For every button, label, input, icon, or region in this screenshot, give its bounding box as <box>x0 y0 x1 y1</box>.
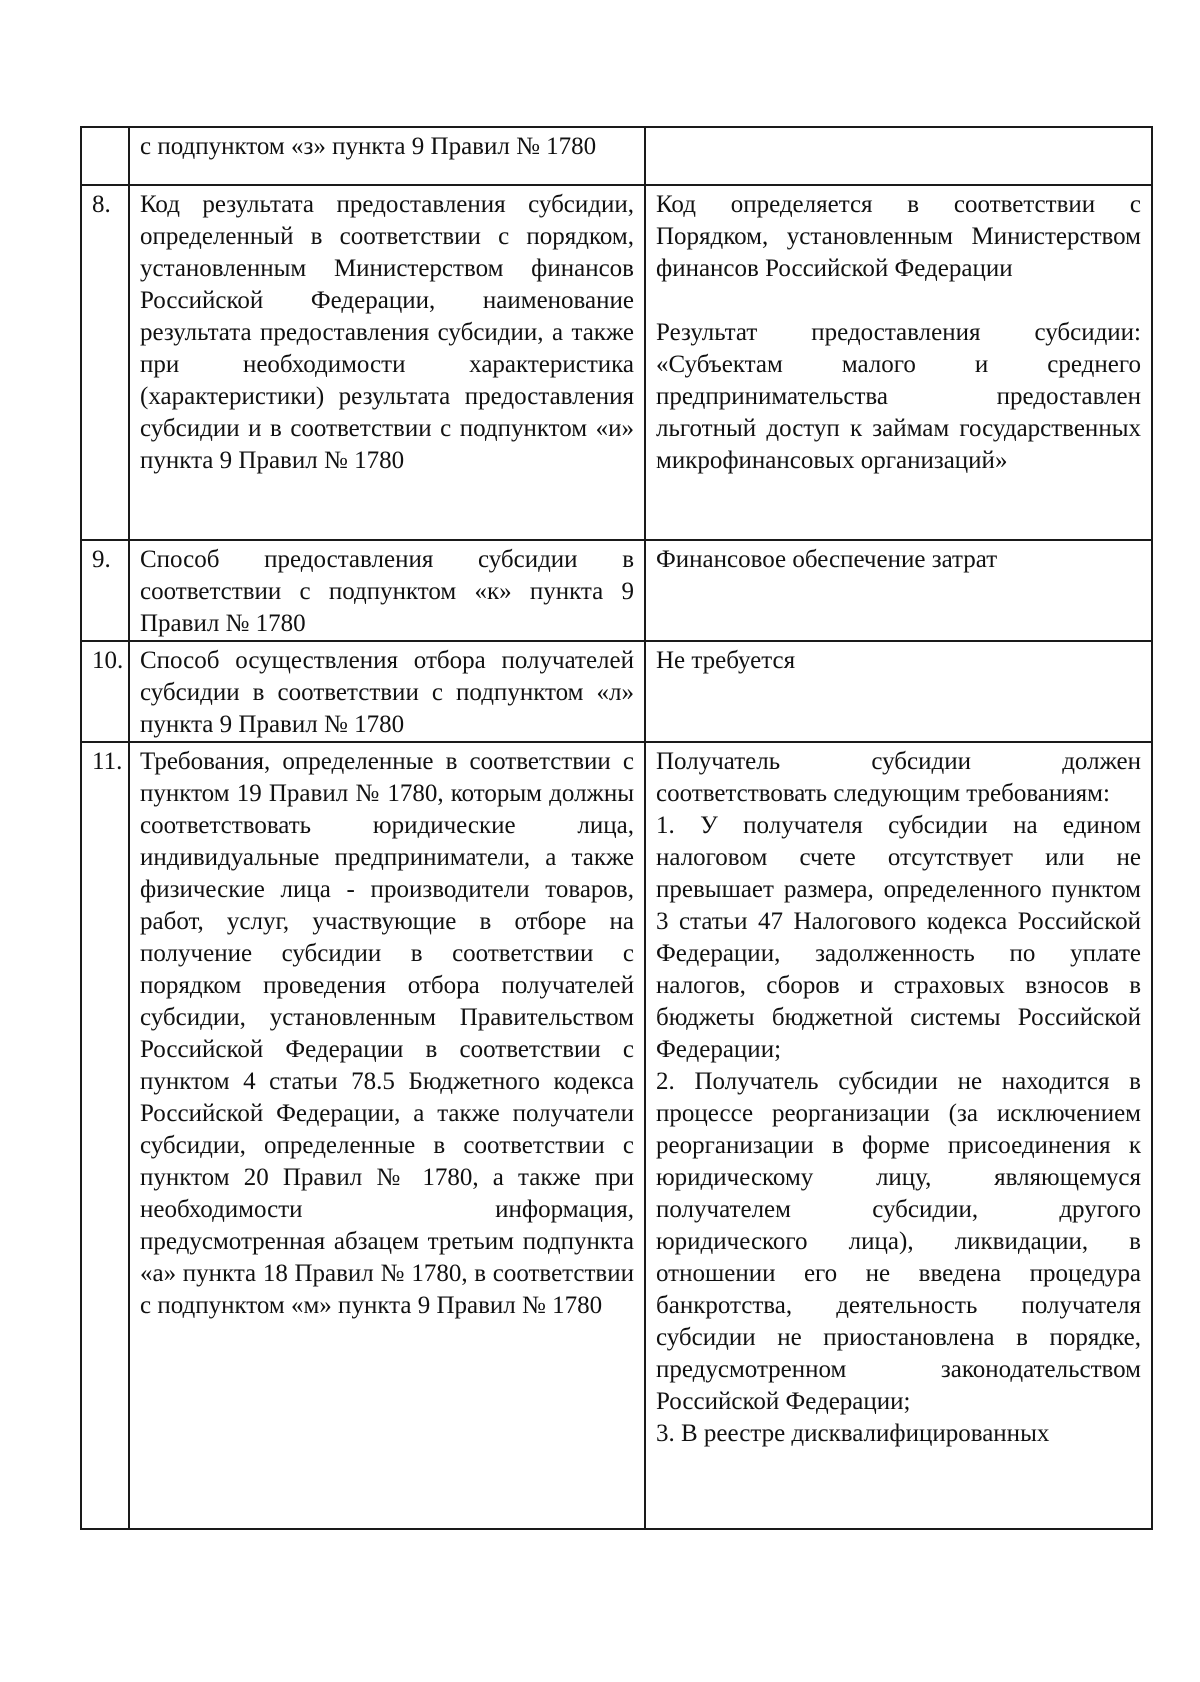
paragraph-gap <box>656 285 1141 317</box>
row-value <box>645 641 1152 742</box>
table-row <box>81 185 1152 540</box>
row-number: 9. <box>81 540 129 641</box>
row-value <box>645 185 1152 540</box>
row-description <box>129 742 645 1529</box>
description-text: Код результата предоставления субсидии, определенный в соответствии с порядком, установленным Министерством финансов Российской Федерации, наименование результата предоставления субсидии, а также при необходимости характеристика (характеристики) результата предоставления субсидии и в соответствии с подпунктом «и» пункта 9 Правил № 1780 <box>140 191 634 474</box>
row-number <box>81 127 129 185</box>
row-description <box>129 641 645 742</box>
value-paragraph: Результат предоставления субсидии: «Субъектам малого и среднего предпринимательства предоставлен льготный доступ к займам государственных микрофинансовых организаций» <box>656 319 1141 474</box>
description-text: Способ осуществления отбора получателей субсидии в соответствии с подпунктом «л» пункта 9 Правил № 1780 <box>140 647 634 738</box>
row-number: 8. <box>81 185 129 540</box>
row-number: 10. <box>81 641 129 742</box>
requirements-table <box>80 126 1153 1530</box>
value-paragraph: 1. У получателя субсидии на едином налоговом счете отсутствует или не превышает размера, определенного пунктом 3 статьи 47 Налогового кодекса Российской Федерации, задолженность по уплате налогов, сборов и страховых взносов в бюджеты бюджетной системы Российской Федерации; <box>656 812 1141 1063</box>
table-row <box>81 641 1152 742</box>
value-paragraph: Получатель субсидии должен соответствовать следующим требованиям: <box>656 748 1141 807</box>
value-paragraph: Не требуется <box>656 647 796 674</box>
row-value <box>645 540 1152 641</box>
value-paragraph: Финансовое обеспечение затрат <box>656 546 998 573</box>
value-paragraph: 3. В реестре дисквалифицированных <box>656 1420 1050 1447</box>
row-description <box>129 127 645 185</box>
row-number: 11. <box>81 742 129 1529</box>
description-text: Требования, определенные в соответствии с пунктом 19 Правил № 1780, которым должны соответствовать юридические лица, индивидуальные предприниматели, а также физические лица - производители товаров, работ, услуг, участвующие в отборе на получение субсидии в соответствии с порядком проведения отбора получателей субсидии, установленным Правительством Российской Федерации в соответствии с пунктом 4 статьи 78.5 Бюджетного кодекса Российской Федерации, а также получатели субсидии, определенные в соответствии с пунктом 20 Правил № 1780, а также при необходимости информация, предусмотренная абзацем третьим подпункта «а» пункта 18 Правил № 1780, в соответствии с подпунктом «м» пункта 9 Правил № 1780 <box>140 748 634 1319</box>
row-description <box>129 185 645 540</box>
value-paragraph: Код определяется в соответствии с Порядком, установленным Министерством финансов Российской Федерации <box>656 191 1141 282</box>
value-paragraph: 2. Получатель субсидии не находится в процессе реорганизации (за исключением реорганизации в форме присоединения к юридическому лицу, являющемуся получателем субсидии, другого юридического лица), ликвидации, в отношении его не введена процедура банкротства, деятельность получателя субсидии не приостановлена в порядке, предусмотренном законодательством Российской Федерации; <box>656 1068 1141 1415</box>
description-text: с подпунктом «з» пункта 9 Правил № 1780 <box>140 133 597 160</box>
table-row <box>81 127 1152 185</box>
row-value <box>645 742 1152 1529</box>
table-row <box>81 742 1152 1529</box>
row-description <box>129 540 645 641</box>
table-row <box>81 540 1152 641</box>
row-value <box>645 127 1152 185</box>
description-text: Способ предоставления субсидии в соответствии с подпунктом «к» пункта 9 Правил № 1780 <box>140 546 634 637</box>
